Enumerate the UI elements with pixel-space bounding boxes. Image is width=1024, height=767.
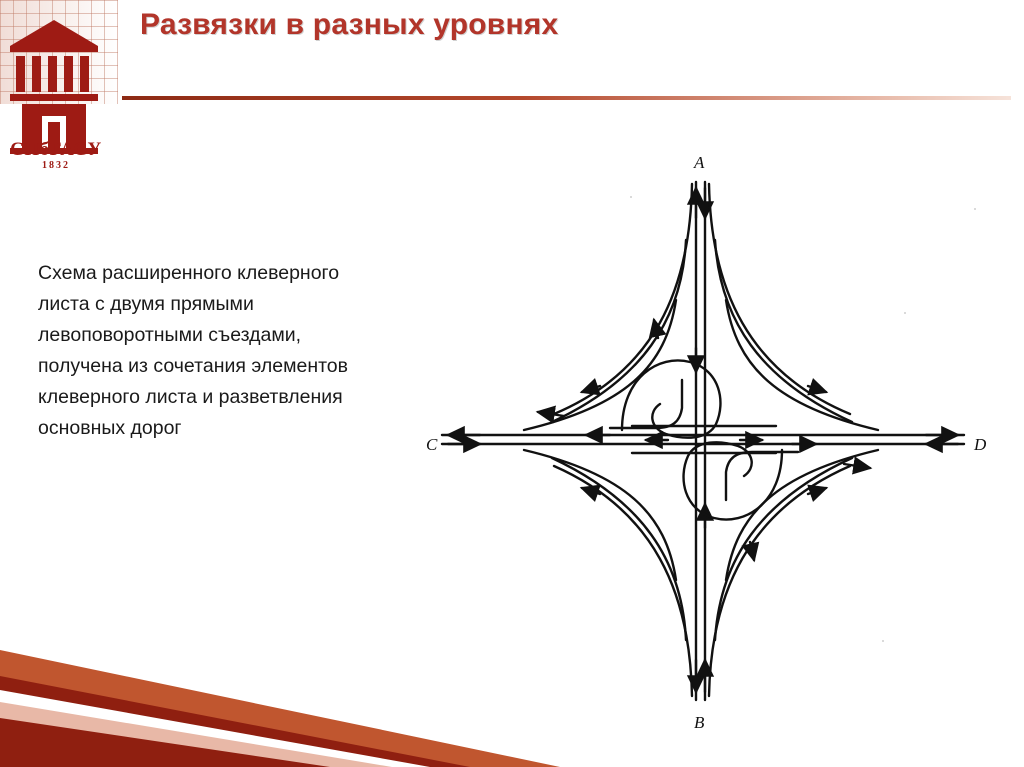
main-road-vertical xyxy=(696,182,705,700)
interchange-diagram xyxy=(404,140,1004,740)
label-D: D xyxy=(974,435,987,454)
logo-acronym: СПбГАСУ xyxy=(10,139,102,160)
logo-year: 1832 xyxy=(42,160,70,171)
diverging-branches xyxy=(552,184,852,696)
label-B: B xyxy=(694,713,705,732)
university-building-icon xyxy=(8,16,100,156)
label-C: C xyxy=(426,435,438,454)
label-A: A xyxy=(694,153,705,172)
body-paragraph: Схема расширенного клеверного листа с двумя прямыми левоповоротными съездами, получена из сочетания элементов клеверного листа и разветвления основных дорог xyxy=(38,262,349,439)
logo-block xyxy=(0,0,118,190)
title-divider xyxy=(122,96,1011,100)
page-title: Развязки в разных уровнях xyxy=(140,8,559,41)
outer-ramps xyxy=(524,300,878,580)
